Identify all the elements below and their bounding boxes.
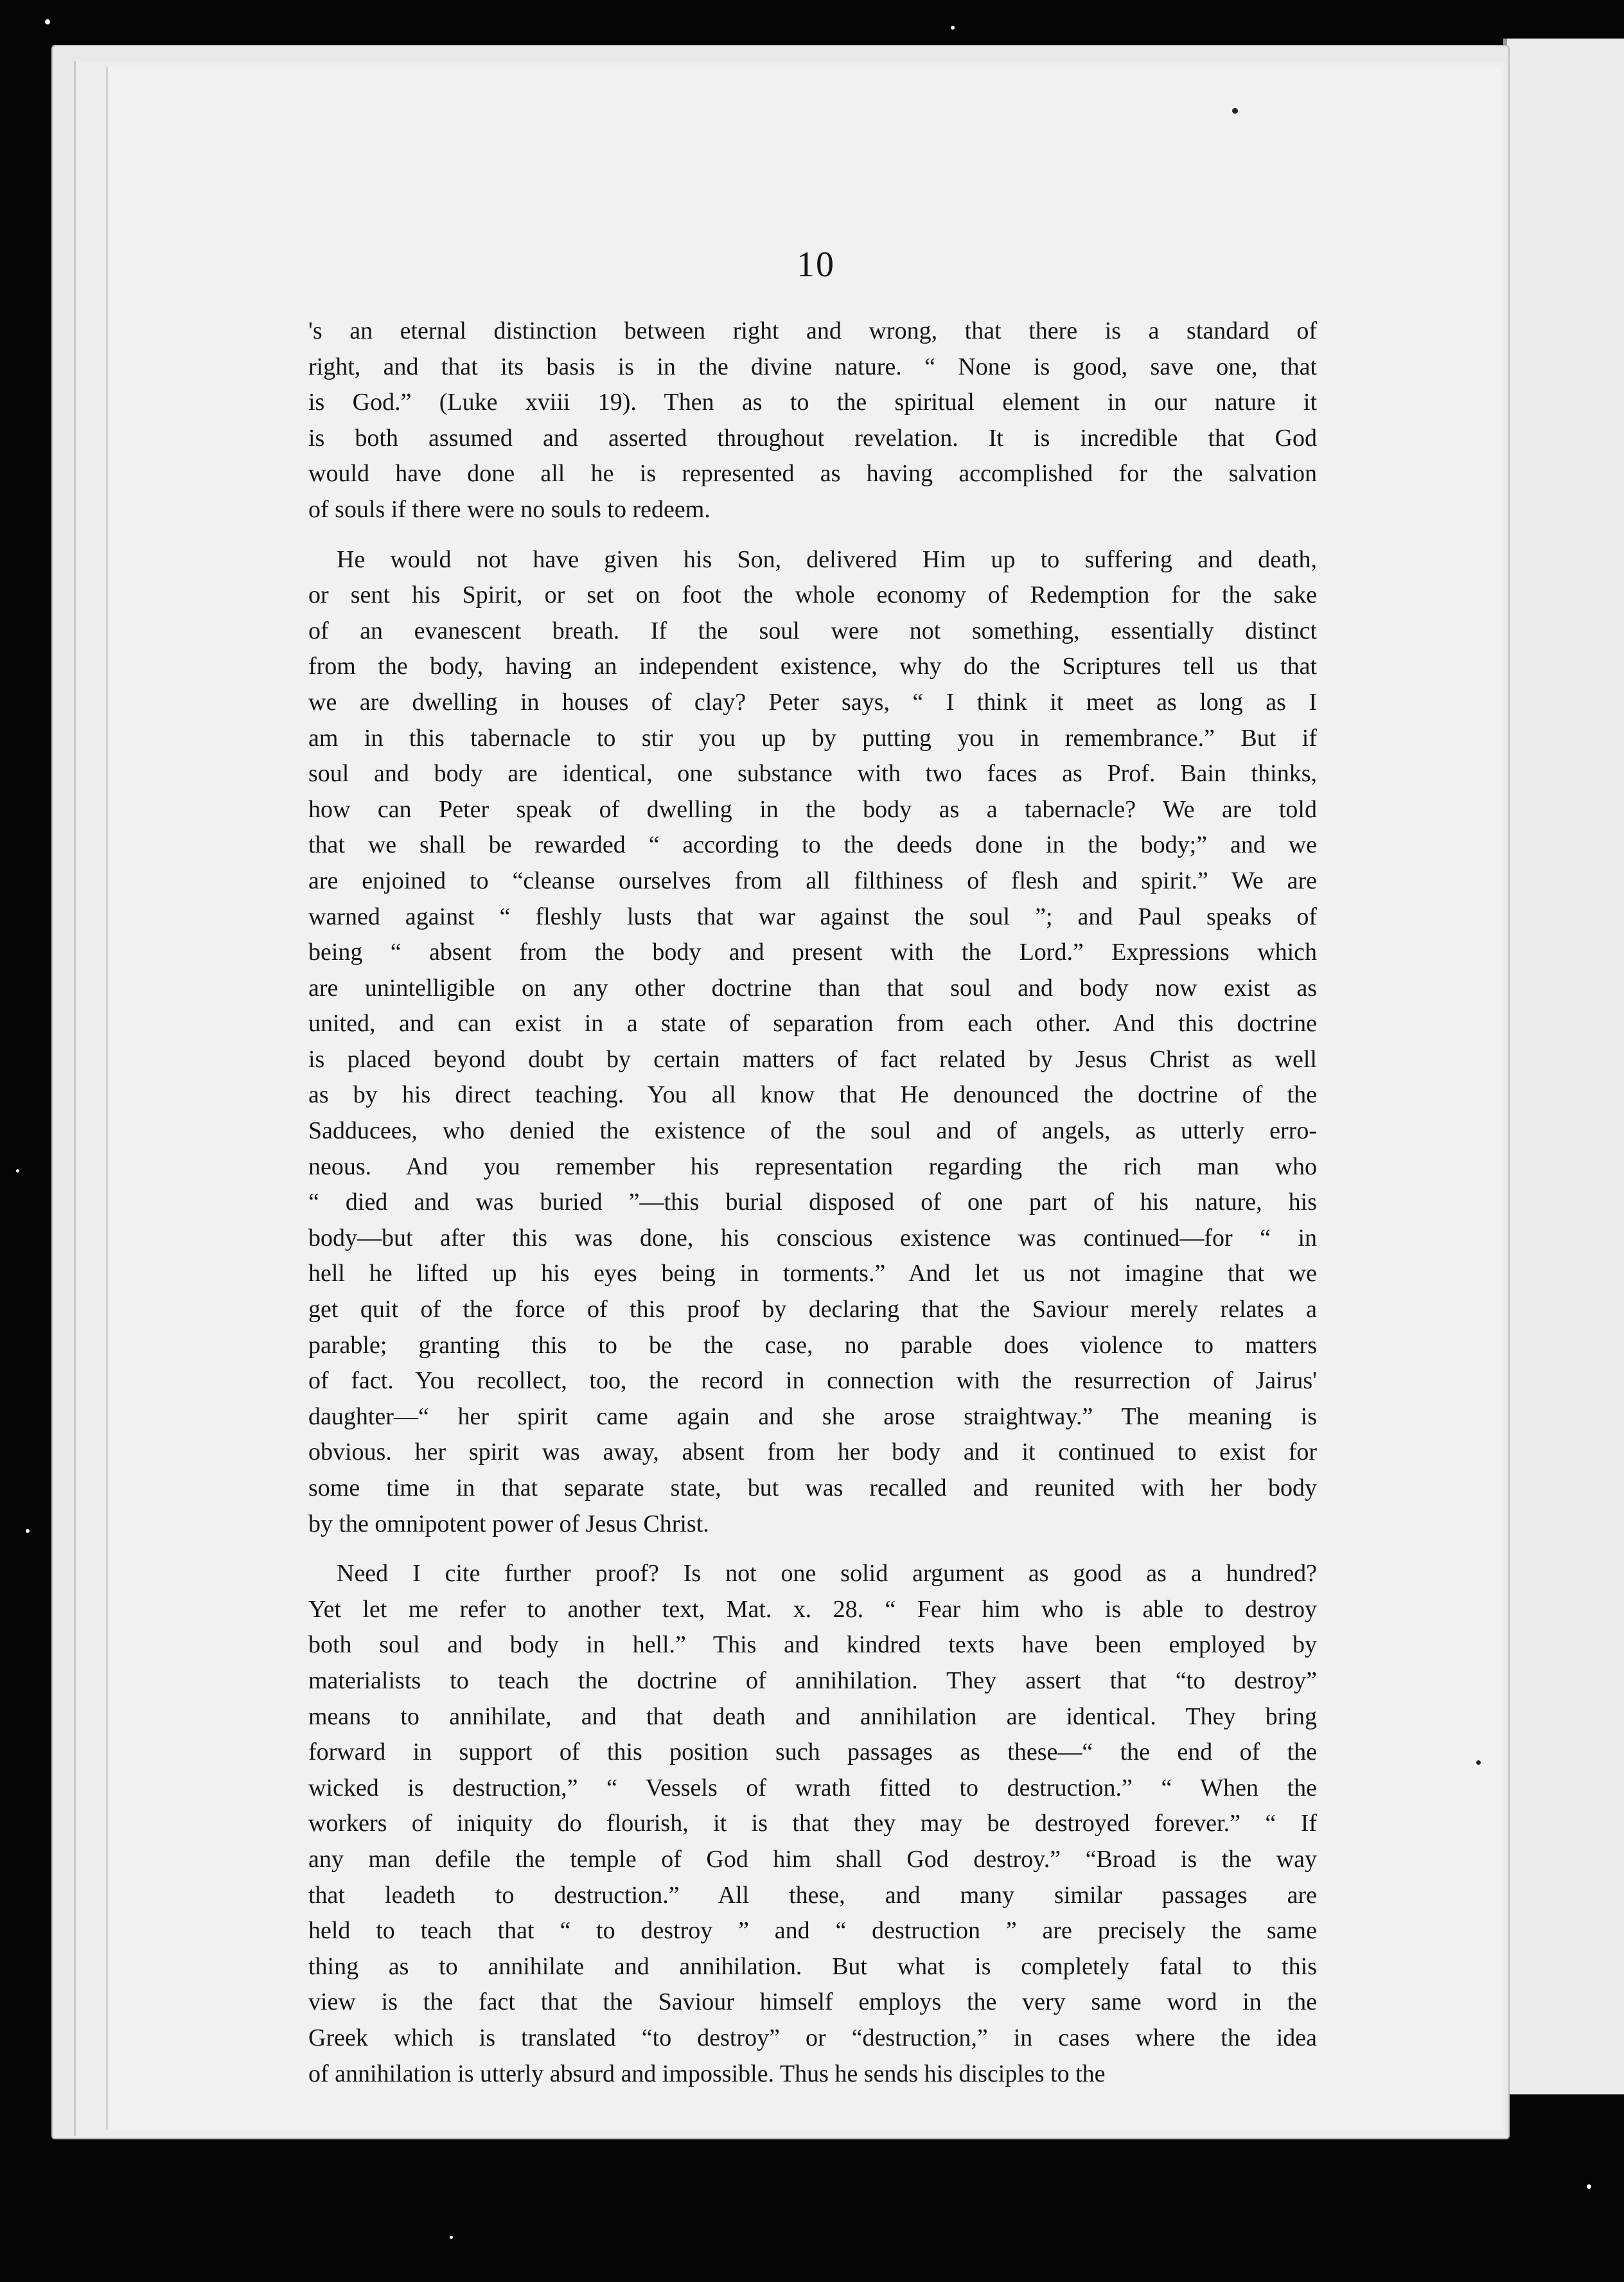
- text-line: He would not have given his Son, delivered Him up to suffering and death,: [337, 545, 1317, 573]
- paragraph: [308, 314, 1317, 528]
- body-text: [308, 314, 1317, 2092]
- page-number: 10: [797, 245, 835, 285]
- text-line: is both assumed and asserted throughout revelation. It is incredible that God: [308, 424, 1317, 452]
- text-line: united, and can exist in a state of separation from each other. And this doctrine: [308, 1010, 1317, 1038]
- text-line: of souls if there were no souls to redeem.: [308, 495, 710, 523]
- text-line: Greek which is translated “to destroy” or “destruction,” in cases where the idea: [308, 2024, 1317, 2051]
- ink-dot: [1232, 108, 1238, 114]
- text-line: get quit of the force of this proof by declaring that the Saviour merely relates a: [308, 1296, 1317, 1323]
- text-line: as by his direct teaching. You all know that He denounced the doctrine of the: [308, 1081, 1317, 1109]
- text-line: are unintelligible on any other doctrine than that soul and body now exist as: [308, 974, 1317, 1002]
- text-line: materialists to teach the doctrine of annihilation. They assert that “to destroy”: [308, 1667, 1317, 1694]
- text-line: by the omnipotent power of Jesus Christ.: [308, 1510, 709, 1537]
- text-line: any man defile the temple of God him shall God destroy.” “Broad is the way: [308, 1845, 1317, 1873]
- text-line: or sent his Spirit, or set on foot the whole economy of Redemption for the sake: [308, 581, 1317, 609]
- text-line: “ died and was buried ”—this burial disposed of one part of his nature, his: [308, 1189, 1317, 1216]
- text-line: we are dwelling in houses of clay? Peter says, “ I think it meet as long as I: [308, 688, 1317, 716]
- text-line: 's an eternal distinction between right and wrong, that there is a standard of: [308, 317, 1317, 344]
- text-line: is placed beyond doubt by certain matters of fact related by Jesus Christ as well: [308, 1045, 1317, 1073]
- scan-speck: [26, 1529, 30, 1533]
- text-line: are enjoined to “cleanse ourselves from all filthiness of flesh and spirit.” We are: [308, 867, 1317, 894]
- text-line: hell he lifted up his eyes being in torments.” And let us not imagine that we: [308, 1260, 1317, 1287]
- paragraph-gap: [308, 1542, 1317, 1556]
- text-line: both soul and body in hell.” This and kindred texts have been employed by: [308, 1631, 1317, 1659]
- text-line: parable; granting this to be the case, no parable does violence to matters: [308, 1331, 1317, 1359]
- text-line: of annihilation is utterly absurd and impossible. Thus he sends his disciples to the: [308, 2060, 1106, 2087]
- text-line: Yet let me refer to another text, Mat. x. 28. “ Fear him who is able to destroy: [308, 1595, 1317, 1623]
- text-line: that leadeth to destruction.” All these, and many similar passages are: [308, 1881, 1317, 1909]
- text-line: wicked is destruction,” “ Vessels of wrath fitted to destruction.” “ When the: [308, 1774, 1317, 1801]
- text-line: thing as to annihilate and annihilation. But what is completely fatal to this: [308, 1952, 1317, 1980]
- paragraph-gap: [308, 528, 1317, 542]
- text-line: held to teach that “ to destroy ” and “ destruction ” are precisely the same: [308, 1917, 1317, 1945]
- text-line: soul and body are identical, one substance with two faces as Prof. Bain thinks,: [308, 760, 1317, 788]
- ink-dot: [1476, 1760, 1481, 1765]
- text-line: workers of iniquity do flourish, it is that they may be destroyed forever.” “ If: [308, 1810, 1317, 1837]
- scan-speck: [16, 1169, 19, 1172]
- text-line: body—but after this was done, his conscious existence was continued—for “ in: [308, 1224, 1317, 1252]
- scan-speck: [1587, 2184, 1591, 2189]
- text-line: am in this tabernacle to stir you up by putting you in remembrance.” But if: [308, 724, 1317, 752]
- text-line: obvious. her spirit was away, absent from her body and it continued to exist for: [308, 1438, 1317, 1466]
- text-line: being “ absent from the body and present with the Lord.” Expressions which: [308, 939, 1317, 966]
- text-line: forward in support of this position such passages as these—“ the end of the: [308, 1738, 1317, 1766]
- text-line: means to annihilate, and that death and annihilation are identical. They bring: [308, 1703, 1317, 1730]
- scan-speck: [450, 2236, 453, 2239]
- text-line: some time in that separate state, but was recalled and reunited with her body: [308, 1474, 1317, 1501]
- text-line: warned against “ fleshly lusts that war against the soul ”; and Paul speaks of: [308, 903, 1317, 930]
- text-line: Need I cite further proof? Is not one solid argument as good as a hundred?: [337, 1560, 1317, 1588]
- text-line: view is the fact that the Saviour himself employs the very same word in the: [308, 1988, 1317, 2016]
- scan-speck: [45, 19, 50, 24]
- scan-speck: [951, 26, 955, 30]
- text-line: from the body, having an independent existence, why do the Scriptures tell us that: [308, 653, 1317, 680]
- adjacent-page-edge: [1503, 39, 1624, 2094]
- text-line: of fact. You recollect, too, the record in connection with the resurrection of Jairus': [308, 1367, 1317, 1395]
- paragraph: [308, 1556, 1317, 2092]
- text-line: Sadducees, who denied the existence of the soul and of angels, as utterly erro-: [308, 1117, 1317, 1145]
- text-line: of an evanescent breath. If the soul were not something, essentially distinct: [308, 617, 1317, 644]
- text-line: how can Peter speak of dwelling in the body as a tabernacle? We are told: [308, 795, 1317, 823]
- text-line: neous. And you remember his representation regarding the rich man who: [308, 1153, 1317, 1180]
- text-line: would have done all he is represented as having accomplished for the salvation: [308, 460, 1317, 488]
- text-line: that we shall be rewarded “ according to the deeds done in the body;” and we: [308, 831, 1317, 859]
- text-line: is God.” (Luke xviii 19). Then as to the spiritual element in our nature it: [308, 389, 1317, 416]
- text-line: right, and that its basis is in the divine nature. “ None is good, save one, that: [308, 353, 1317, 380]
- paragraph: [308, 542, 1317, 1543]
- text-line: daughter—“ her spirit came again and she arose straightway.” The meaning is: [308, 1402, 1317, 1430]
